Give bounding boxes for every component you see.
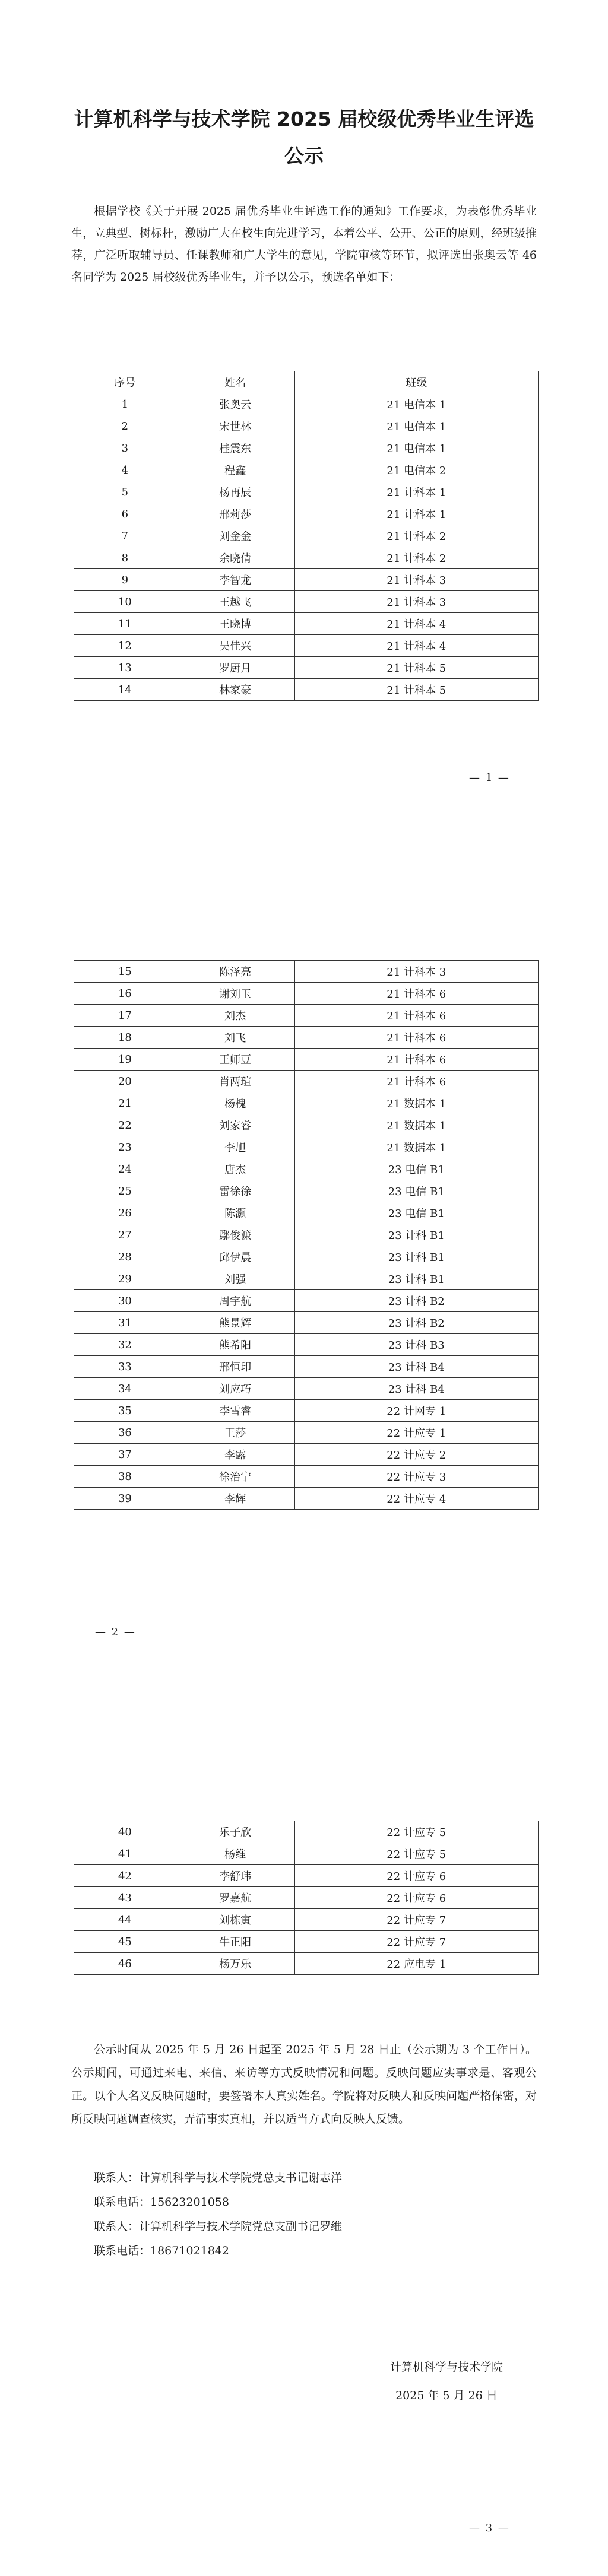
- row-index: 23: [74, 1136, 176, 1158]
- row-index: 18: [74, 1027, 176, 1049]
- row-index: 30: [74, 1290, 176, 1312]
- class-name: 21 计科本 3: [294, 961, 538, 983]
- row-index: 37: [74, 1444, 176, 1466]
- table-row: [74, 1027, 539, 1049]
- student-name: 肖两瑄: [176, 1071, 294, 1092]
- row-index: 26: [74, 1202, 176, 1224]
- row-index: 12: [74, 635, 176, 657]
- class-name: 22 计应专 7: [294, 1931, 538, 1953]
- row-index: 10: [74, 591, 176, 613]
- intro-paragraph: 根据学校《关于开展 2025 届优秀毕业生评选工作的通知》工作要求，为表彰优秀毕业生，立典型、树标杆，激励广大在校生向先进学习，本着公平、公开、公正的原则，经班级推荐，广泛听取辅导员、任课教师和广大学生的意见，学院审核等环节，拟评选出张奥云等 46 名同学为 2025 届校级优秀毕业生，并予以公示，预选名单如下：: [71, 205, 537, 284]
- student-name: 陈泽亮: [176, 961, 294, 983]
- table-row: [74, 1466, 539, 1488]
- class-name: 22 计应专 5: [294, 1843, 538, 1865]
- table-row: [74, 525, 539, 547]
- class-name: 23 计科 B1: [294, 1246, 538, 1268]
- class-name: 22 计应专 7: [294, 1909, 538, 1931]
- table-row: [74, 459, 539, 481]
- table-row: [74, 1114, 539, 1136]
- class-name: 21 计科本 3: [294, 591, 538, 613]
- class-name: 21 计科本 6: [294, 983, 538, 1005]
- student-name: 刘栋寅: [176, 1909, 294, 1931]
- contact-phone-2: 联系电话：18671021842: [94, 2244, 229, 2257]
- row-index: 38: [74, 1466, 176, 1488]
- table-row: [74, 961, 539, 983]
- table-row: [74, 1049, 539, 1071]
- row-index: 15: [74, 961, 176, 983]
- row-index: 1: [74, 393, 176, 415]
- class-name: 22 计应专 6: [294, 1865, 538, 1887]
- row-index: 3: [74, 437, 176, 459]
- row-index: 46: [74, 1953, 176, 1975]
- class-name: 21 计科本 6: [294, 1005, 538, 1027]
- signoff-organization: 计算机科学与技术学院: [390, 2361, 503, 2374]
- table-row: [74, 1488, 539, 1510]
- student-name: 杨槐: [176, 1092, 294, 1114]
- row-index: 32: [74, 1334, 176, 1356]
- student-name: 刘金金: [176, 525, 294, 547]
- class-name: 23 计科 B1: [294, 1224, 538, 1246]
- student-name: 邱伊晨: [176, 1246, 294, 1268]
- candidate-table-page-2: [74, 960, 539, 1510]
- class-name: 21 数据本 1: [294, 1136, 538, 1158]
- page-number: — 2 —: [95, 1626, 136, 1638]
- table-row: [74, 1224, 539, 1246]
- page-2: [0, 855, 608, 1709]
- student-name: 桂震东: [176, 437, 294, 459]
- student-name: 邢恒印: [176, 1356, 294, 1378]
- student-name: 刘飞: [176, 1027, 294, 1049]
- document-title: 计算机科学与技术学院 2025 届校级优秀毕业生评选公示: [74, 107, 534, 167]
- table-row: [74, 1444, 539, 1466]
- table-row: [74, 393, 539, 415]
- table-row: [74, 503, 539, 525]
- student-name: 张奥云: [176, 393, 294, 415]
- class-name: 21 计科本 1: [294, 481, 538, 503]
- row-index: 43: [74, 1887, 176, 1909]
- student-name: 程鑫: [176, 459, 294, 481]
- class-name: 21 计科本 5: [294, 679, 538, 701]
- page-1: [0, 0, 608, 855]
- student-name: 鄢俊濂: [176, 1224, 294, 1246]
- table-row: [74, 591, 539, 613]
- row-index: 41: [74, 1843, 176, 1865]
- table-row: [74, 1092, 539, 1114]
- row-index: 36: [74, 1422, 176, 1444]
- row-index: 16: [74, 983, 176, 1005]
- signoff-date: 2025 年 5 月 26 日: [395, 2389, 498, 2402]
- table-row: [74, 679, 539, 701]
- student-name: 雷徐徐: [176, 1180, 294, 1202]
- student-name: 王越飞: [176, 591, 294, 613]
- class-name: 21 计科本 5: [294, 657, 538, 679]
- student-name: 李旭: [176, 1136, 294, 1158]
- class-name: 22 计应专 5: [294, 1821, 538, 1843]
- class-name: 21 电信本 1: [294, 393, 538, 415]
- row-index: 24: [74, 1158, 176, 1180]
- class-name: 23 电信 B1: [294, 1158, 538, 1180]
- student-name: 刘强: [176, 1268, 294, 1290]
- class-name: 21 计科本 4: [294, 613, 538, 635]
- row-index: 11: [74, 613, 176, 635]
- table-row: [74, 1931, 539, 1953]
- student-name: 邢莉莎: [176, 503, 294, 525]
- table-header-row: [74, 371, 539, 393]
- contact-phone-1: 联系电话：15623201058: [94, 2196, 229, 2209]
- signoff-block: [356, 2353, 537, 2410]
- row-index: 45: [74, 1931, 176, 1953]
- student-name: 杨再辰: [176, 481, 294, 503]
- page-number: — 1 —: [469, 771, 510, 784]
- class-name: 23 电信 B1: [294, 1180, 538, 1202]
- row-index: 34: [74, 1378, 176, 1400]
- table-row: [74, 481, 539, 503]
- row-index: 13: [74, 657, 176, 679]
- table-row: [74, 1268, 539, 1290]
- class-name: 21 计科本 4: [294, 635, 538, 657]
- row-index: 14: [74, 679, 176, 701]
- row-index: 9: [74, 569, 176, 591]
- row-index: 42: [74, 1865, 176, 1887]
- student-name: 谢刘玉: [176, 983, 294, 1005]
- class-name: 21 计科本 2: [294, 525, 538, 547]
- student-name: 李雪睿: [176, 1400, 294, 1422]
- table-row: [74, 1356, 539, 1378]
- page-3: [0, 1709, 608, 2576]
- student-name: 王晓博: [176, 613, 294, 635]
- row-index: 40: [74, 1821, 176, 1843]
- table-row: [74, 1312, 539, 1334]
- class-name: 22 计应专 4: [294, 1488, 538, 1510]
- table-row: [74, 1821, 539, 1843]
- candidate-table-page-3: [74, 1821, 539, 1975]
- notice-paragraph: 公示时间从 2025 年 5 月 26 日起至 2025 年 5 月 28 日止（公示期为 3 个工作日）。公示期间，可通过来电、来信、来访等方式反映情况和问题。反映问题应实事求是、客观公正。以个人名义反映问题时，要签署本人真实姓名。学院将对反映人和反映问题严格保密，对所反映问题调查核实，弄清事实真相，并以适当方式向反映人反馈。: [71, 2043, 537, 2126]
- table-row: [74, 1909, 539, 1931]
- table-row: [74, 1180, 539, 1202]
- row-index: 44: [74, 1909, 176, 1931]
- student-name: 林家豪: [176, 679, 294, 701]
- class-name: 22 计应专 2: [294, 1444, 538, 1466]
- student-name: 熊景辉: [176, 1312, 294, 1334]
- row-index: 25: [74, 1180, 176, 1202]
- student-name: 罗嘉航: [176, 1887, 294, 1909]
- student-name: 李辉: [176, 1488, 294, 1510]
- table-row: [74, 1334, 539, 1356]
- class-name: 23 电信 B1: [294, 1202, 538, 1224]
- header-index: 序号: [74, 371, 176, 393]
- class-name: 22 计应专 1: [294, 1422, 538, 1444]
- row-index: 33: [74, 1356, 176, 1378]
- student-name: 陈灏: [176, 1202, 294, 1224]
- contact-person-2: 联系人：计算机科学与技术学院党总支副书记罗维: [94, 2220, 343, 2233]
- row-index: 27: [74, 1224, 176, 1246]
- table-row: [74, 1422, 539, 1444]
- student-name: 熊希阳: [176, 1334, 294, 1356]
- class-name: 22 应电专 1: [294, 1953, 538, 1975]
- row-index: 8: [74, 547, 176, 569]
- table-row: [74, 1290, 539, 1312]
- table-row: [74, 983, 539, 1005]
- student-name: 乐子欣: [176, 1821, 294, 1843]
- class-name: 23 计科 B3: [294, 1334, 538, 1356]
- table-row: [74, 415, 539, 437]
- contact-block: [71, 2166, 537, 2263]
- row-index: 28: [74, 1246, 176, 1268]
- class-name: 21 数据本 1: [294, 1114, 538, 1136]
- table-row: [74, 547, 539, 569]
- table-row: [74, 1202, 539, 1224]
- row-index: 19: [74, 1049, 176, 1071]
- student-name: 李露: [176, 1444, 294, 1466]
- table-row: [74, 1071, 539, 1092]
- table-row: [74, 1246, 539, 1268]
- class-name: 21 电信本 1: [294, 437, 538, 459]
- student-name: 王莎: [176, 1422, 294, 1444]
- class-name: 22 计网专 1: [294, 1400, 538, 1422]
- student-name: 唐杰: [176, 1158, 294, 1180]
- class-name: 23 计科 B1: [294, 1268, 538, 1290]
- class-name: 21 电信本 2: [294, 459, 538, 481]
- class-name: 23 计科 B4: [294, 1356, 538, 1378]
- table-row: [74, 1158, 539, 1180]
- candidate-table-page-1: [74, 371, 539, 701]
- row-index: 2: [74, 415, 176, 437]
- student-name: 杨万乐: [176, 1953, 294, 1975]
- row-index: 35: [74, 1400, 176, 1422]
- table-row: [74, 1843, 539, 1865]
- student-name: 吴佳兴: [176, 635, 294, 657]
- row-index: 21: [74, 1092, 176, 1114]
- class-name: 22 计应专 3: [294, 1466, 538, 1488]
- class-name: 21 计科本 6: [294, 1071, 538, 1092]
- student-name: 余晓倩: [176, 547, 294, 569]
- class-name: 21 电信本 1: [294, 415, 538, 437]
- class-name: 23 计科 B2: [294, 1312, 538, 1334]
- student-name: 杨维: [176, 1843, 294, 1865]
- row-index: 20: [74, 1071, 176, 1092]
- class-name: 21 计科本 6: [294, 1049, 538, 1071]
- row-index: 5: [74, 481, 176, 503]
- table-row: [74, 569, 539, 591]
- student-name: 宋世林: [176, 415, 294, 437]
- contact-person-1: 联系人：计算机科学与技术学院党总支书记谢志洋: [94, 2171, 343, 2184]
- row-index: 39: [74, 1488, 176, 1510]
- table-row: [74, 1887, 539, 1909]
- class-name: 21 计科本 2: [294, 547, 538, 569]
- class-name: 21 计科本 1: [294, 503, 538, 525]
- row-index: 29: [74, 1268, 176, 1290]
- row-index: 6: [74, 503, 176, 525]
- student-name: 李舒玮: [176, 1865, 294, 1887]
- student-name: 刘杰: [176, 1005, 294, 1027]
- class-name: 21 计科本 3: [294, 569, 538, 591]
- table-row: [74, 1400, 539, 1422]
- table-row: [74, 1378, 539, 1400]
- table-row: [74, 437, 539, 459]
- student-name: 李智龙: [176, 569, 294, 591]
- table-row: [74, 613, 539, 635]
- student-name: 刘应巧: [176, 1378, 294, 1400]
- row-index: 31: [74, 1312, 176, 1334]
- class-name: 23 计科 B2: [294, 1290, 538, 1312]
- row-index: 22: [74, 1114, 176, 1136]
- class-name: 23 计科 B4: [294, 1378, 538, 1400]
- table-row: [74, 1136, 539, 1158]
- header-name: 姓名: [176, 371, 294, 393]
- student-name: 周宇航: [176, 1290, 294, 1312]
- table-row: [74, 1865, 539, 1887]
- row-index: 17: [74, 1005, 176, 1027]
- header-class: 班级: [294, 371, 538, 393]
- table-row: [74, 657, 539, 679]
- class-name: 21 数据本 1: [294, 1092, 538, 1114]
- table-row: [74, 1953, 539, 1975]
- student-name: 刘家睿: [176, 1114, 294, 1136]
- page-number: — 3 —: [469, 2522, 510, 2534]
- table-row: [74, 1005, 539, 1027]
- class-name: 21 计科本 6: [294, 1027, 538, 1049]
- row-index: 7: [74, 525, 176, 547]
- student-name: 王师豆: [176, 1049, 294, 1071]
- student-name: 罗厨月: [176, 657, 294, 679]
- class-name: 22 计应专 6: [294, 1887, 538, 1909]
- student-name: 徐治宁: [176, 1466, 294, 1488]
- student-name: 牛正阳: [176, 1931, 294, 1953]
- table-row: [74, 635, 539, 657]
- row-index: 4: [74, 459, 176, 481]
